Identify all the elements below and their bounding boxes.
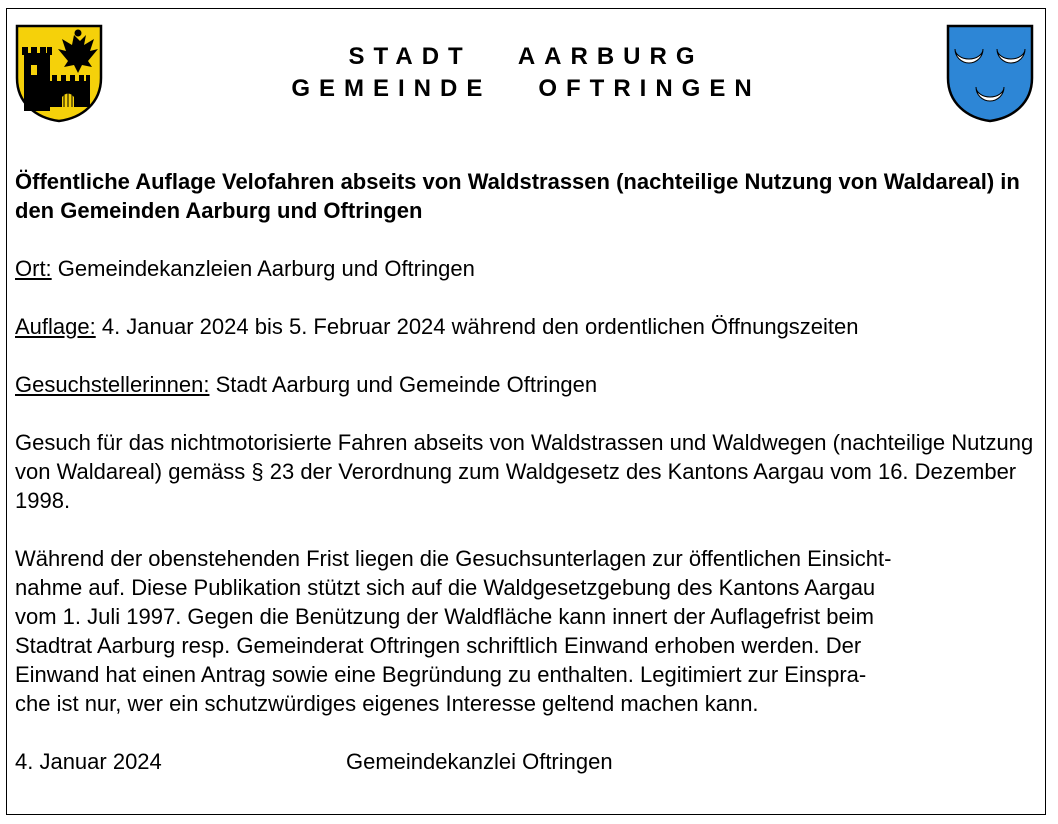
aarburg-coat-of-arms-icon (14, 23, 104, 123)
ort-value: Gemeindekanzleien Aarburg und Oftringen (51, 256, 475, 281)
ort-line (15, 254, 1035, 283)
paragraph-frist-line: che ist nur, wer ein schutzwürdiges eigenes Interesse geltend machen kann. (15, 691, 759, 716)
notice-body (15, 167, 1035, 776)
title-gemeinde-oftringen: GEMEINDE OFTRINGEN (291, 75, 761, 102)
oftringen-coat-of-arms-icon (945, 23, 1035, 123)
signature: Gemeindekanzlei Oftringen (346, 749, 613, 774)
paragraph-frist-line: vom 1. Juli 1997. Gegen die Benützung der Waldfläche kann innert der Auflagefrist beim (15, 604, 874, 629)
paragraph-gesuch: Gesuch für das nichtmotorisierte Fahren abseits von Waldstrassen und Waldwegen (nachteilige Nutzung von Waldareal) gemäss § 23 der Verordnung zum Waldgesetz des Kantons Aargau vom 16. Dezember 1998. (15, 430, 1034, 513)
paragraph-frist-line: Während der obenstehenden Frist liegen die Gesuchsunterlagen zur öffentlichen Einsicht- (15, 546, 892, 571)
notice-frame (6, 8, 1046, 815)
paragraph-frist-line: nahme auf. Diese Publikation stützt sich auf die Waldgesetzgebung des Kantons Aargau (15, 575, 876, 600)
gesuchstellerinnen-line (15, 370, 1035, 399)
notice-heading: Öffentliche Auflage Velofahren abseits von Waldstrassen (nachteilige Nutzung von Waldareal) in den Gemeinden Aarburg und Oftringen (15, 169, 1020, 223)
auflage-line (15, 312, 1035, 341)
auflage-label: Auflage: (15, 314, 96, 339)
header (7, 9, 1045, 139)
notice-date: 4. Januar 2024 (15, 749, 162, 774)
ort-label: Ort: (15, 256, 52, 281)
gesuchstellerinnen-value: Stadt Aarburg und Gemeinde Oftringen (209, 372, 598, 397)
paragraph-frist-line: Einwand hat einen Antrag sowie eine Begründung zu enthalten. Legitimiert zur Einspra- (15, 662, 867, 687)
footer (15, 747, 1035, 776)
paragraph-frist-line: Stadtrat Aarburg resp. Gemeinderat Oftringen schriftlich Einwand erhoben werden. Der (15, 633, 862, 658)
auflage-value: 4. Januar 2024 bis 5. Februar 2024 während den ordentlichen Öffnungszeiten (95, 314, 859, 339)
paragraph-frist (15, 544, 1035, 718)
gesuchstellerinnen-label: Gesuchstellerinnen: (15, 372, 210, 397)
title-stadt-aarburg: STADT AARBURG (348, 43, 704, 70)
